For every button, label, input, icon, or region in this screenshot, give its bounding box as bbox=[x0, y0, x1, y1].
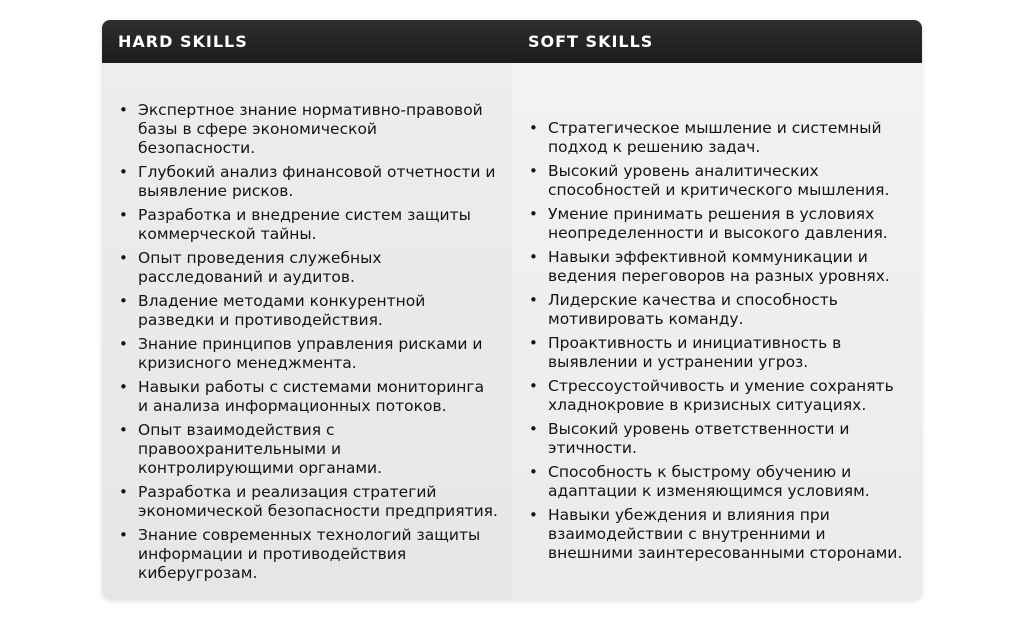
list-item bbox=[528, 119, 912, 157]
hard-skills-heading: HARD SKILLS bbox=[118, 32, 248, 51]
bullet-icon: • bbox=[529, 119, 538, 137]
list-item bbox=[528, 291, 912, 329]
hard-skill-text: Знание принципов управления рисками и кризисного менеджмента. bbox=[138, 335, 483, 372]
list-item bbox=[118, 378, 498, 416]
bullet-icon: • bbox=[529, 248, 538, 266]
bullet-icon: • bbox=[529, 334, 538, 352]
soft-skills-list bbox=[528, 119, 912, 568]
bullet-icon: • bbox=[529, 291, 538, 309]
bullet-icon: • bbox=[119, 249, 128, 267]
list-item bbox=[528, 506, 912, 563]
hard-skill-text: Владение методами конкурентной разведки и противодействия. bbox=[138, 292, 426, 329]
soft-skills-heading: SOFT SKILLS bbox=[528, 32, 654, 51]
list-item bbox=[528, 463, 912, 501]
bullet-icon: • bbox=[119, 421, 128, 439]
list-item bbox=[118, 249, 498, 287]
soft-skill-text: Высокий уровень аналитических способностей и критического мышления. bbox=[548, 162, 890, 199]
soft-skill-text: Навыки убеждения и влияния при взаимодействии с внутренними и внешними заинтересованными сторонами. bbox=[548, 506, 903, 562]
hard-skill-text: Разработка и реализация стратегий экономической безопасности предприятия. bbox=[138, 483, 498, 520]
soft-skill-text: Высокий уровень ответственности и этичности. bbox=[548, 420, 850, 457]
bullet-icon: • bbox=[529, 162, 538, 180]
hard-skills-column bbox=[102, 63, 512, 599]
list-item bbox=[118, 292, 498, 330]
hard-skill-text: Опыт проведения служебных расследований и аудитов. bbox=[138, 249, 382, 286]
bullet-icon: • bbox=[119, 526, 128, 544]
list-item bbox=[118, 163, 498, 201]
list-item bbox=[528, 248, 912, 286]
bullet-icon: • bbox=[119, 335, 128, 353]
skills-card bbox=[102, 20, 922, 599]
hard-skill-text: Знание современных технологий защиты информации и противодействия киберугрозам. bbox=[138, 526, 481, 582]
soft-skills-column bbox=[512, 63, 922, 599]
bullet-icon: • bbox=[119, 292, 128, 310]
hard-skill-text: Навыки работы с системами мониторинга и анализа информационных потоков. bbox=[138, 378, 485, 415]
hard-skill-text: Разработка и внедрение систем защиты коммерческой тайны. bbox=[138, 206, 471, 243]
table-header bbox=[102, 20, 922, 63]
bullet-icon: • bbox=[529, 506, 538, 524]
bullet-icon: • bbox=[529, 377, 538, 395]
hard-skill-text: Экспертное знание нормативно-правовой базы в сфере экономической безопасности. bbox=[138, 101, 483, 157]
bullet-icon: • bbox=[119, 378, 128, 396]
bullet-icon: • bbox=[529, 420, 538, 438]
soft-skill-text: Лидерские качества и способность мотивировать команду. bbox=[548, 291, 838, 328]
list-item bbox=[528, 334, 912, 372]
bullet-icon: • bbox=[119, 483, 128, 501]
soft-skill-text: Навыки эффективной коммуникации и ведения переговоров на разных уровнях. bbox=[548, 248, 890, 285]
bullet-icon: • bbox=[119, 206, 128, 224]
list-item bbox=[528, 420, 912, 458]
hard-skills-list bbox=[118, 101, 498, 588]
list-item bbox=[528, 162, 912, 200]
list-item bbox=[118, 483, 498, 521]
hard-skill-text: Опыт взаимодействия с правоохранительными и контролирующими органами. bbox=[138, 421, 383, 477]
list-item bbox=[118, 526, 498, 583]
list-item bbox=[528, 205, 912, 243]
bullet-icon: • bbox=[529, 205, 538, 223]
soft-skill-text: Стрессоустойчивость и умение сохранять хладнокровие в кризисных ситуациях. bbox=[548, 377, 894, 414]
list-item bbox=[118, 101, 498, 158]
soft-skill-text: Способность к быстрому обучению и адаптации к изменяющимся условиям. bbox=[548, 463, 870, 500]
list-item bbox=[118, 421, 498, 478]
soft-skill-text: Проактивность и инициативность в выявлении и устранении угроз. bbox=[548, 334, 842, 371]
list-item bbox=[528, 377, 912, 415]
list-item bbox=[118, 335, 498, 373]
hard-skill-text: Глубокий анализ финансовой отчетности и выявление рисков. bbox=[138, 163, 496, 200]
soft-skill-text: Стратегическое мышление и системный подход к решению задач. bbox=[548, 119, 882, 156]
list-item bbox=[118, 206, 498, 244]
soft-skill-text: Умение принимать решения в условиях неопределенности и высокого давления. bbox=[548, 205, 888, 242]
bullet-icon: • bbox=[119, 163, 128, 181]
bullet-icon: • bbox=[529, 463, 538, 481]
bullet-icon: • bbox=[119, 101, 128, 119]
